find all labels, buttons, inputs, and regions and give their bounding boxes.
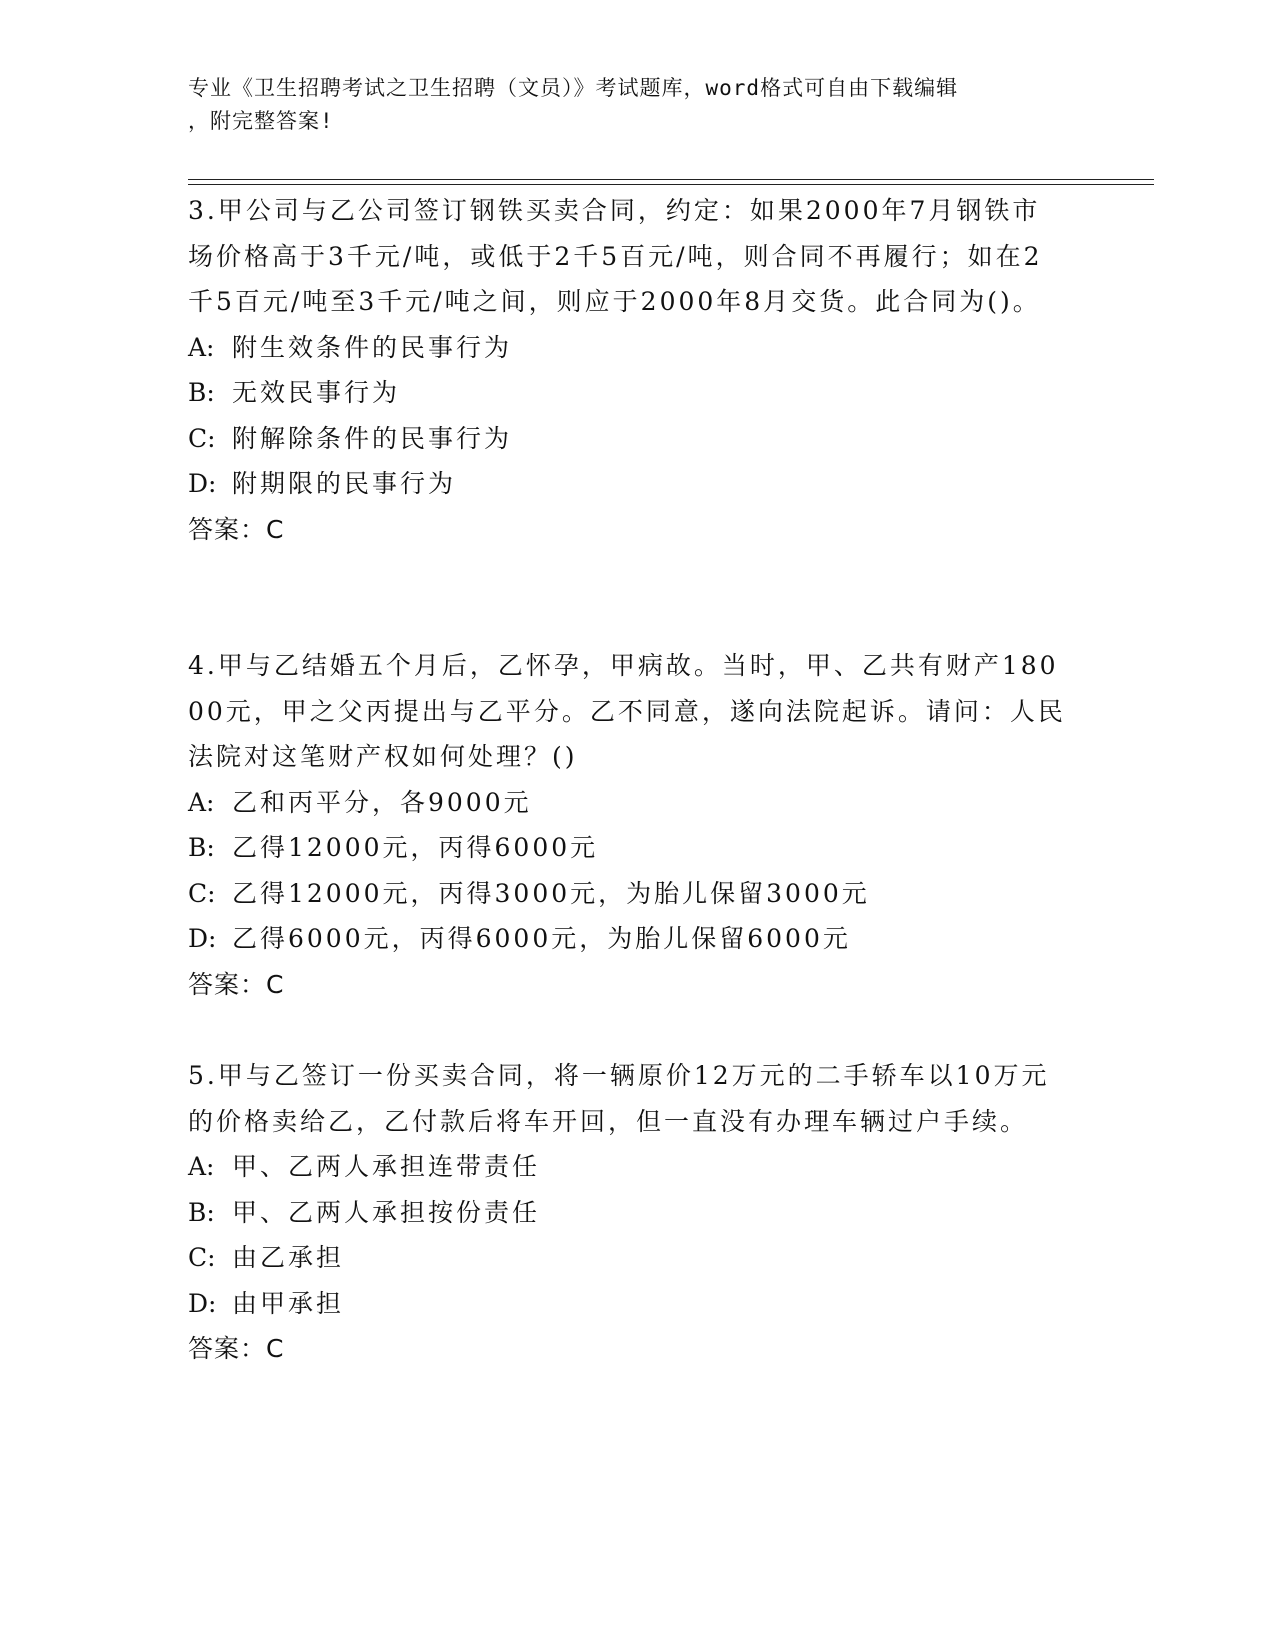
option-letter: C:	[188, 1243, 216, 1272]
answer-line: 答案：C	[188, 1334, 285, 1363]
option-d	[188, 461, 1088, 507]
option-d	[188, 916, 1088, 962]
option-text: 乙得6000元，丙得6000元，为胎儿保留6000元	[232, 924, 851, 953]
option-list	[188, 325, 1088, 507]
question-3	[188, 188, 1088, 552]
question-stem: 3.甲公司与乙公司签订钢铁买卖合同，约定：如果2000年7月钢铁市场价格高于3千元/吨，或低于2千5百元/吨，则合同不再履行；如在2千5百元/吨至3千元/吨之间，则应于2000年8月交货。此合同为()。	[188, 196, 1043, 316]
option-b	[188, 370, 1088, 416]
header-line-1: 专业《卫生招聘考试之卫生招聘（文员）》考试题库，word格式可自由下载编辑	[188, 76, 959, 100]
option-b	[188, 825, 1088, 871]
option-letter: A:	[188, 332, 215, 362]
header-divider-top	[188, 179, 1154, 180]
answer-line: 答案：C	[188, 969, 285, 999]
option-text: 甲、乙两人承担连带责任	[232, 1152, 541, 1181]
option-letter: B:	[188, 1197, 215, 1227]
question-stem: 4.甲与乙结婚五个月后，乙怀孕，甲病故。当时，甲、乙共有财产18000元，甲之父丙提出与乙平分。乙不同意，遂向法院起诉。请问：人民法院对这笔财产权如何处理？()	[188, 651, 1066, 771]
option-text: 附生效条件的民事行为	[232, 332, 513, 362]
option-c	[188, 871, 1088, 917]
option-text: 乙得12000元，丙得6000元	[232, 833, 599, 862]
document-header	[188, 72, 1068, 138]
option-letter: D:	[188, 924, 217, 953]
option-list	[188, 1144, 1088, 1326]
option-letter: B:	[188, 833, 215, 862]
option-c	[188, 1235, 1088, 1281]
option-d	[188, 1281, 1088, 1327]
answer-line: 答案：C	[188, 514, 285, 544]
option-letter: A:	[188, 787, 215, 817]
question-5	[188, 1053, 1088, 1372]
option-letter: A:	[188, 1152, 215, 1181]
option-text: 附解除条件的民事行为	[232, 423, 513, 453]
option-letter: C:	[188, 878, 216, 908]
header-line-2: ，附完整答案!	[188, 109, 334, 133]
option-letter: C:	[188, 423, 216, 453]
option-a	[188, 1144, 1088, 1190]
option-list	[188, 780, 1088, 962]
option-text: 由乙承担	[232, 1243, 345, 1272]
option-b	[188, 1190, 1088, 1236]
option-text: 甲、乙两人承担按份责任	[232, 1197, 541, 1227]
option-a	[188, 780, 1088, 826]
option-text: 乙和丙平分，各9000元	[232, 787, 532, 817]
option-c	[188, 416, 1088, 462]
option-letter: D:	[188, 1288, 217, 1318]
option-letter: B:	[188, 378, 215, 407]
option-a	[188, 325, 1088, 371]
question-4	[188, 643, 1088, 1007]
header-divider-bottom	[188, 184, 1154, 185]
option-text: 乙得12000元，丙得3000元，为胎儿保留3000元	[232, 878, 870, 908]
option-letter: D:	[188, 469, 217, 498]
question-stem: 5.甲与乙签订一份买卖合同，将一辆原价12万元的二手轿车以10万元的价格卖给乙，乙付款后将车开回，但一直没有办理车辆过户手续。	[188, 1061, 1050, 1136]
option-text: 由甲承担	[232, 1288, 345, 1318]
option-text: 附期限的民事行为	[232, 469, 457, 498]
option-text: 无效民事行为	[232, 378, 401, 407]
